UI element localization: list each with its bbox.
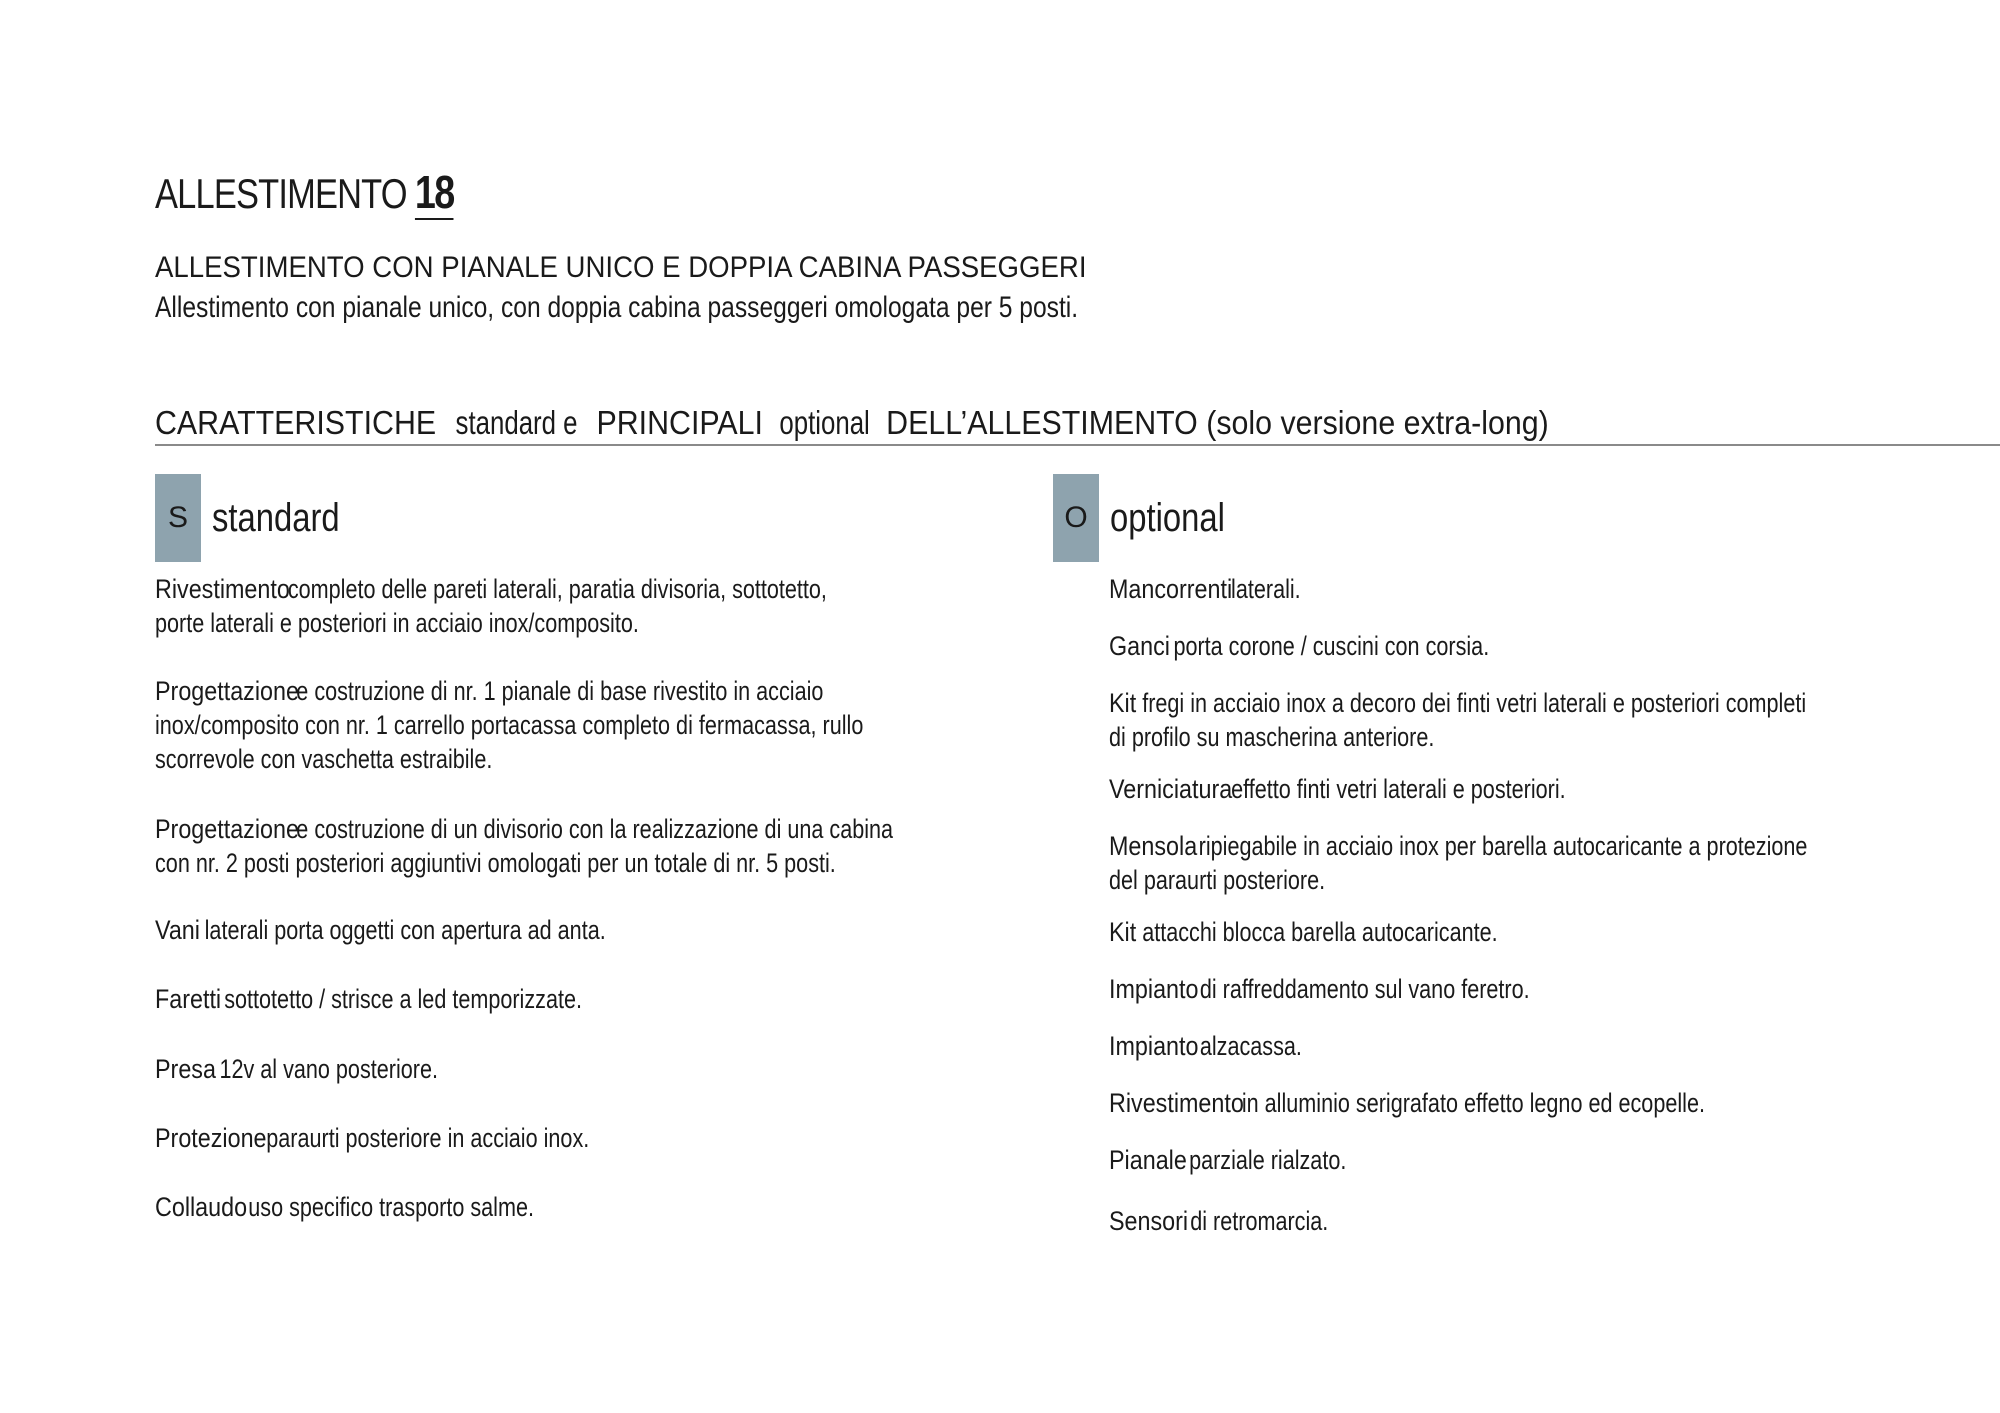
standard-item-line xyxy=(155,1052,438,1086)
optional-item-line xyxy=(1109,829,1807,863)
optional-item-lead: Impianto xyxy=(1109,1031,1199,1061)
standard-label: standard xyxy=(212,495,340,540)
standard-item-lead: Progettazione xyxy=(155,814,299,844)
optional-item-lead: Pianale xyxy=(1109,1145,1187,1175)
standard-item-text: completo delle pareti laterali, paratia divisoria, sottotetto, xyxy=(287,574,827,604)
optional-item xyxy=(1109,915,1498,949)
standard-item xyxy=(155,812,893,880)
optional-item xyxy=(1109,572,1301,606)
standard-item xyxy=(155,1052,438,1086)
optional-item-line xyxy=(1109,915,1498,949)
standard-item xyxy=(155,913,606,947)
optional-label: optional xyxy=(1110,495,1225,540)
section-heading-part4: optional xyxy=(779,404,870,441)
section-heading-part3: PRINCIPALI xyxy=(596,404,763,441)
subtitle-heading: ALLESTIMENTO CON PIANALE UNICO E DOPPIA CABINA PASSEGGERI xyxy=(155,251,1087,284)
optional-item-text: di retromarcia. xyxy=(1190,1206,1329,1236)
standard-item xyxy=(155,572,827,640)
standard-item-text: sottotetto / strisce a led temporizzate. xyxy=(224,984,582,1014)
standard-item-line xyxy=(155,913,606,947)
optional-item-text: effetto finti vetri laterali e posteriori. xyxy=(1231,774,1566,804)
standard-badge: S xyxy=(155,474,201,562)
optional-item-text: attacchi blocca barella autocaricante. xyxy=(1142,917,1498,947)
standard-item-line xyxy=(155,982,582,1016)
standard-item-lead: Presa xyxy=(155,1054,216,1084)
section-divider xyxy=(155,444,2000,446)
standard-item-text: paraurti posteriore in acciaio inox. xyxy=(266,1123,590,1153)
page-title-number: 18 xyxy=(414,166,454,218)
standard-item-lead: Collaudo xyxy=(155,1192,248,1222)
optional-item xyxy=(1109,772,1566,806)
standard-item-line: scorrevole con vaschetta estraibile. xyxy=(155,744,493,774)
optional-item-lead: Mancorrenti xyxy=(1109,574,1233,604)
standard-item xyxy=(155,674,863,776)
standard-item-line: con nr. 2 posti posteriori aggiuntivi omologati per un totale di nr. 5 posti. xyxy=(155,848,836,878)
optional-item xyxy=(1109,829,1807,897)
standard-item-line xyxy=(155,1121,589,1155)
optional-item-lead: Kit xyxy=(1109,688,1137,718)
standard-item-line: porte laterali e posteriori in acciaio inox/composito. xyxy=(155,608,639,638)
optional-item-text: alzacassa. xyxy=(1199,1031,1302,1061)
optional-item xyxy=(1109,686,1806,754)
optional-item-line xyxy=(1109,772,1566,806)
optional-item xyxy=(1109,1029,1302,1063)
standard-item-lead: Protezione xyxy=(155,1123,267,1153)
standard-column-header xyxy=(155,474,368,562)
standard-item-lead: Rivestimento xyxy=(155,574,290,604)
standard-item-line: inox/composito con nr. 1 carrello portacassa completo di fermacassa, rullo xyxy=(155,710,864,740)
standard-item-line xyxy=(155,674,863,708)
optional-column-header xyxy=(1053,474,1250,562)
optional-item-lead: Sensori xyxy=(1109,1206,1189,1236)
optional-item-text: laterali. xyxy=(1231,574,1301,604)
standard-item-text: uso specifico trasporto salme. xyxy=(248,1192,534,1222)
optional-item-line xyxy=(1109,1086,1705,1120)
page-title-text: ALLESTIMENTO xyxy=(155,170,407,217)
standard-item-line xyxy=(155,572,827,606)
standard-item-line xyxy=(155,1190,534,1224)
optional-item xyxy=(1109,1086,1705,1120)
optional-item xyxy=(1109,972,1530,1006)
standard-item xyxy=(155,1121,589,1155)
optional-item-line xyxy=(1109,1204,1328,1238)
standard-item xyxy=(155,1190,534,1224)
optional-item-line xyxy=(1109,686,1806,720)
optional-item-lead: Verniciatura xyxy=(1109,774,1233,804)
optional-item-text: porta corone / cuscini con corsia. xyxy=(1173,631,1490,661)
section-heading-part5: DELL’ALLESTIMENTO (solo versione extra-long) xyxy=(886,404,1549,441)
standard-item-text: e costruzione di nr. 1 pianale di base rivestito in acciaio xyxy=(296,676,824,706)
optional-item xyxy=(1109,1143,1346,1177)
standard-item-text: laterali porta oggetti con apertura ad anta. xyxy=(204,915,606,945)
section-heading xyxy=(155,404,1549,442)
page-title xyxy=(155,165,454,219)
standard-item-lead: Vani xyxy=(155,915,200,945)
optional-item-line xyxy=(1109,972,1530,1006)
standard-item-lead: Progettazione xyxy=(155,676,299,706)
optional-item xyxy=(1109,1204,1328,1238)
section-heading-part1: CARATTERISTICHE xyxy=(155,404,437,441)
standard-item-lead: Faretti xyxy=(155,984,222,1014)
section-heading-part2: standard e xyxy=(455,404,578,441)
optional-item-line xyxy=(1109,572,1301,606)
optional-item-line xyxy=(1109,1029,1302,1063)
optional-item-text: fregi in acciaio inox a decoro dei finti vetri laterali e posteriori completi xyxy=(1142,688,1807,718)
optional-item-text: in alluminio serigrafato effetto legno ed ecopelle. xyxy=(1241,1088,1705,1118)
optional-item-line: del paraurti posteriore. xyxy=(1109,865,1326,895)
optional-item-lead: Mensola xyxy=(1109,831,1198,861)
optional-item-line: di profilo su mascherina anteriore. xyxy=(1109,722,1435,752)
standard-item-line xyxy=(155,812,893,846)
optional-item-line xyxy=(1109,629,1489,663)
standard-item-text: e costruzione di un divisorio con la realizzazione di una cabina xyxy=(296,814,894,844)
optional-item-line xyxy=(1109,1143,1346,1177)
standard-item xyxy=(155,982,582,1016)
optional-item-lead: Impianto xyxy=(1109,974,1199,1004)
optional-item xyxy=(1109,629,1489,663)
optional-badge: O xyxy=(1053,474,1099,562)
subtitle-description: Allestimento con pianale unico, con doppia cabina passeggeri omologata per 5 posti. xyxy=(155,291,1079,324)
optional-item-lead: Kit xyxy=(1109,917,1137,947)
optional-item-text: di raffreddamento sul vano feretro. xyxy=(1199,974,1530,1004)
optional-item-text: ripiegabile in acciaio inox per barella autocaricante a protezione xyxy=(1198,831,1808,861)
optional-item-text: parziale rialzato. xyxy=(1189,1145,1347,1175)
optional-item-lead: Rivestimento xyxy=(1109,1088,1244,1118)
optional-item-lead: Ganci xyxy=(1109,631,1170,661)
standard-item-text: 12v al vano posteriore. xyxy=(219,1054,438,1084)
